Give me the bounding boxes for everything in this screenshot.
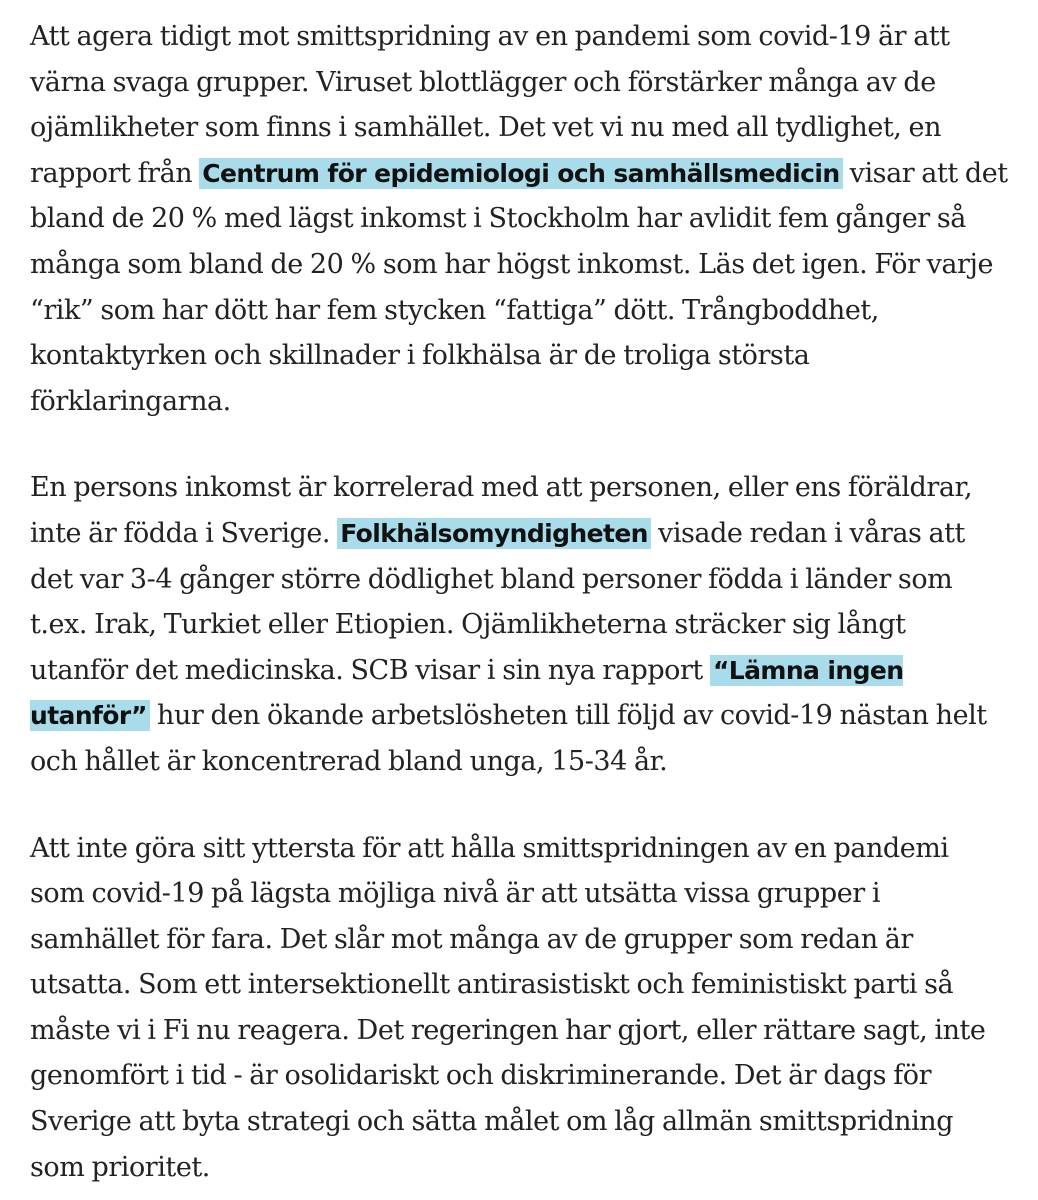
paragraph-2 [30,465,1008,784]
link-centrum-for-epidemiologi[interactable]: Centrum för epidemiologi och samhällsmedicin [199,158,842,189]
paragraph-1-text-end: visar att det bland de 20 % med lägst inkomst i Stockholm har avlidit fem gånger så många som bland de 20 % som har högst inkomst. Läs det igen. För varje “rik” som har dött har fem stycken “fattiga” dött. Trångboddhet, kontaktyrken och skillnader i folkhälsa är de troliga största förklaringarna. [30,157,1008,417]
paragraph-1-text-start: Att agera tidigt mot smittspridning av en pandemi som covid-19 är att värna svaga grupper. Viruset blottlägger och förstärker många av de ojämlikheter som finns i samhället. Det vet vi nu med all tydlighet, en rapport från [30,21,950,189]
paragraph-1 [30,14,1008,424]
paragraph-2-text-end: hur den ökande arbetslösheten till följd av covid-19 nästan helt och hållet är koncentrerad bland unga, 15-34 år. [30,700,987,777]
paragraph-2-text-middle: visade redan i våras att det var 3-4 gånger större dödlighet bland personer födda i länder som t.ex. Irak, Turkiet eller Etiopien. Ojämlikheterna sträcker sig långt utanför det medicinska. SCB visar i sin nya rapport [30,517,965,686]
link-lamna-ingen-utanfor[interactable]: “Lämna ingen utanför” [30,655,904,731]
paragraph-3-text: Att inte göra sitt yttersta för att hålla smittspridningen av en pandemi som covid-19 på lägsta möjliga nivå är att utsätta vissa grupper i samhället för fara. Det slår mot många av de grupper som redan är utsatta. Som ett intersektionellt antirasistiskt och feministiskt parti så måste vi i Fi nu reagera. Det regeringen har gjort, eller rättare sagt, inte genomfört i tid - är osolidariskt och diskriminerande. Det är dags för Sverige att byta strategi och sätta målet om låg allmän smittspridning som prioritet. [30,832,986,1183]
paragraph-2-text-start: En persons inkomst är korrelerad med att personen, eller ens föräldrar, inte är födda i Sverige. [30,472,973,549]
link-folkhalsomyndigheten[interactable]: Folkhälsomyndigheten [337,518,651,549]
paragraph-3 [30,826,1008,1191]
